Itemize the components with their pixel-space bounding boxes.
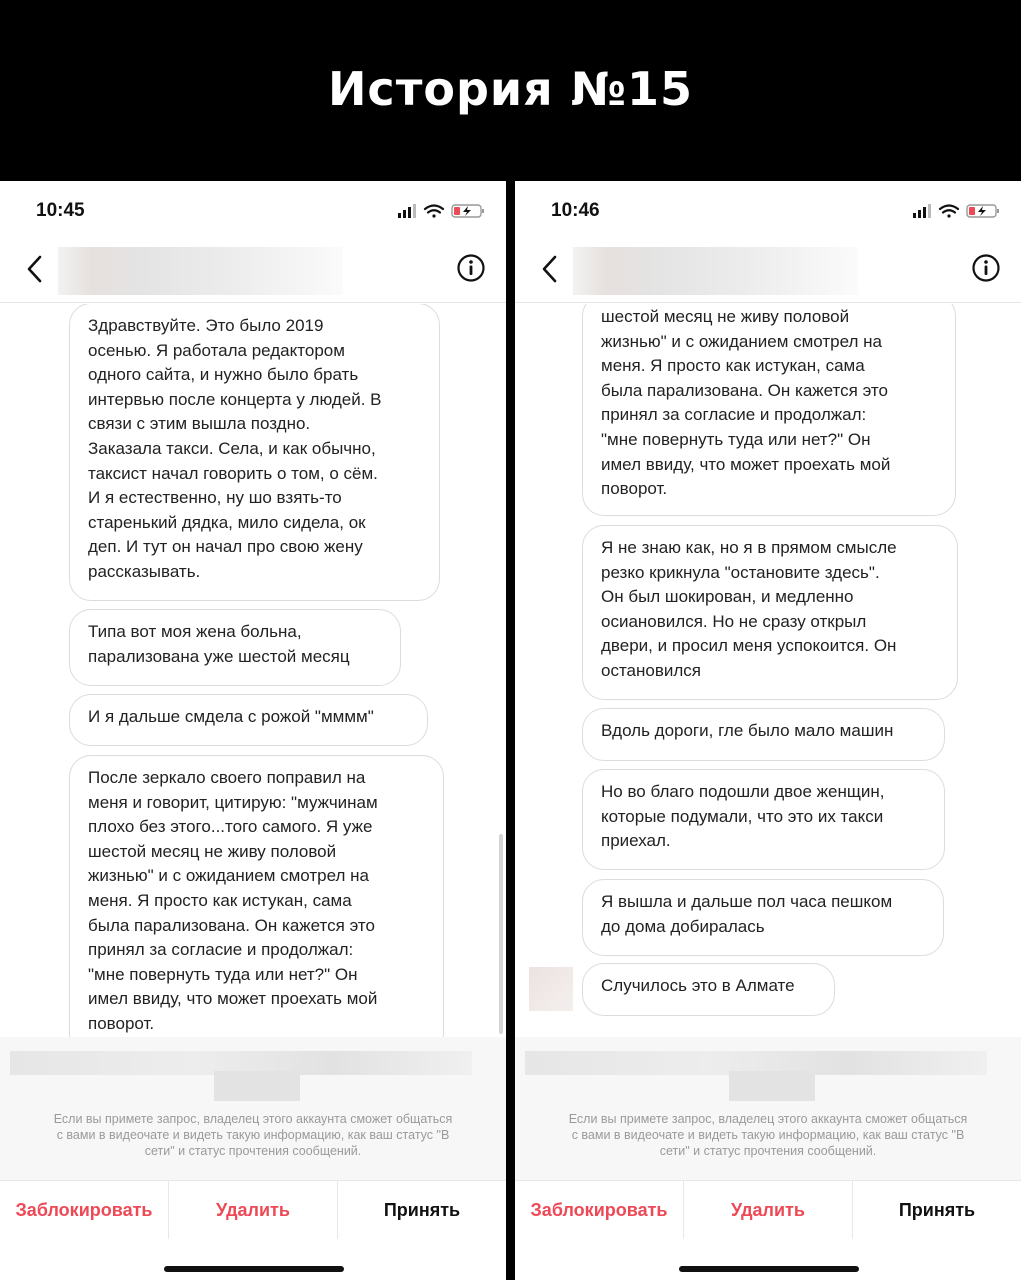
blurred-username [573, 247, 858, 295]
info-circle-icon[interactable] [971, 253, 1001, 283]
status-time: 10:46 [551, 200, 600, 221]
message-bubble[interactable]: Вдоль дороги, гле было мало машин [582, 708, 945, 761]
block-button[interactable]: Заблокировать [0, 1181, 169, 1239]
request-actions [515, 1180, 1021, 1238]
left-screenshot [0, 181, 506, 1280]
sender-avatar [529, 967, 573, 1011]
back-chevron-icon[interactable] [20, 251, 56, 287]
delete-button[interactable]: Удалить [684, 1181, 853, 1239]
message-bubble[interactable]: После зеркало своего поправил на меня и говорит, цитирую: "мужчинам плохо без этого...того самого. Я уже шестой месяц не живу половой жизнью" и с ожиданием смотрел на меня. Я просто как истукан, сама была парализована. Он кажется это принял за согласие и продолжал: "мне повернуть туда или нет?" Он имел ввиду, что может проехать мой поворот. [69, 755, 444, 1037]
message-bubble[interactable]: И я дальше смдела с рожой "мммм" [69, 694, 428, 746]
story-title: История №15 [327, 62, 694, 116]
wifi-icon [940, 206, 958, 218]
title-banner [0, 0, 1021, 181]
battery-low-icon [452, 205, 484, 217]
message-bubble[interactable]: Типа вот моя жена больна, парализована уже шестой месяц [69, 609, 401, 686]
block-button[interactable]: Заблокировать [515, 1181, 684, 1239]
blurred-request-info [214, 1071, 300, 1101]
request-notice: Если вы примете запрос, владелец этого аккаунта сможет общаться с вами в видеочате и видеть такую информацию, как ваш статус "В сети" и статус прочтения сообщений. [53, 1112, 453, 1158]
signal-icon [398, 204, 416, 218]
back-chevron-icon[interactable] [535, 251, 571, 287]
wifi-icon [425, 206, 443, 218]
request-actions [0, 1180, 506, 1238]
message-bubble[interactable]: Здравствуйте. Это было 2019 осенью. Я работала редактором одного сайта, и нужно было брать интервью после концерта у людей. В связи с этим вышла поздно. Заказала такси. Села, и как обычно, таксист начал говорить о том, о сём. И я естественно, ну шо взять-то старенький дядка, мило сидела, ок деп. И тут он начал про свою жену рассказывать. [69, 304, 440, 601]
status-icons [398, 203, 488, 219]
home-indicator[interactable] [164, 1266, 344, 1272]
delete-button[interactable]: Удалить [169, 1181, 338, 1239]
message-thread[interactable] [0, 304, 506, 1037]
message-bubble[interactable]: шестой месяц не живу половой жизнью" и с ожиданием смотрел на меня. Я просто как истукан, сама была парализована. Он кажется это принял за согласие и продолжал: "мне повернуть туда или нет?" Он имел ввиду, что может проехать мой поворот. [582, 304, 956, 516]
accept-button[interactable]: Принять [898, 1200, 976, 1220]
accept-button[interactable]: Принять [383, 1200, 461, 1220]
info-circle-icon[interactable] [456, 253, 486, 283]
status-time: 10:45 [36, 200, 85, 221]
message-bubble[interactable]: Я вышла и дальше пол часа пешком до дома добиралась [582, 879, 944, 956]
message-request-panel [0, 1037, 506, 1180]
signal-icon [913, 204, 931, 218]
blurred-request-info [729, 1071, 815, 1101]
home-indicator[interactable] [679, 1266, 859, 1272]
scrollbar[interactable] [499, 834, 503, 1034]
message-bubble[interactable]: Случилось это в Алмате [582, 963, 835, 1016]
chat-header [0, 239, 506, 303]
message-request-panel [515, 1037, 1021, 1180]
chat-header [515, 239, 1021, 303]
message-bubble[interactable]: Но во благо подошли двое женщин, которые подумали, что это их такси приехал. [582, 769, 945, 870]
message-bubble[interactable]: Я не знаю как, но я в прямом смысле резко крикнула "остановите здесь". Он был шокирован, и медленно осиановился. Но не сразу открыл двери, и просил меня успокоится. Он остановился [582, 525, 958, 700]
message-thread[interactable] [515, 304, 1021, 1037]
request-notice: Если вы примете запрос, владелец этого аккаунта сможет общаться с вами в видеочате и видеть такую информацию, как ваш статус "В сети" и статус прочтения сообщений. [568, 1112, 968, 1158]
battery-low-icon [967, 205, 999, 217]
right-screenshot [515, 181, 1021, 1280]
blurred-username [58, 247, 343, 295]
status-icons [913, 203, 1003, 219]
